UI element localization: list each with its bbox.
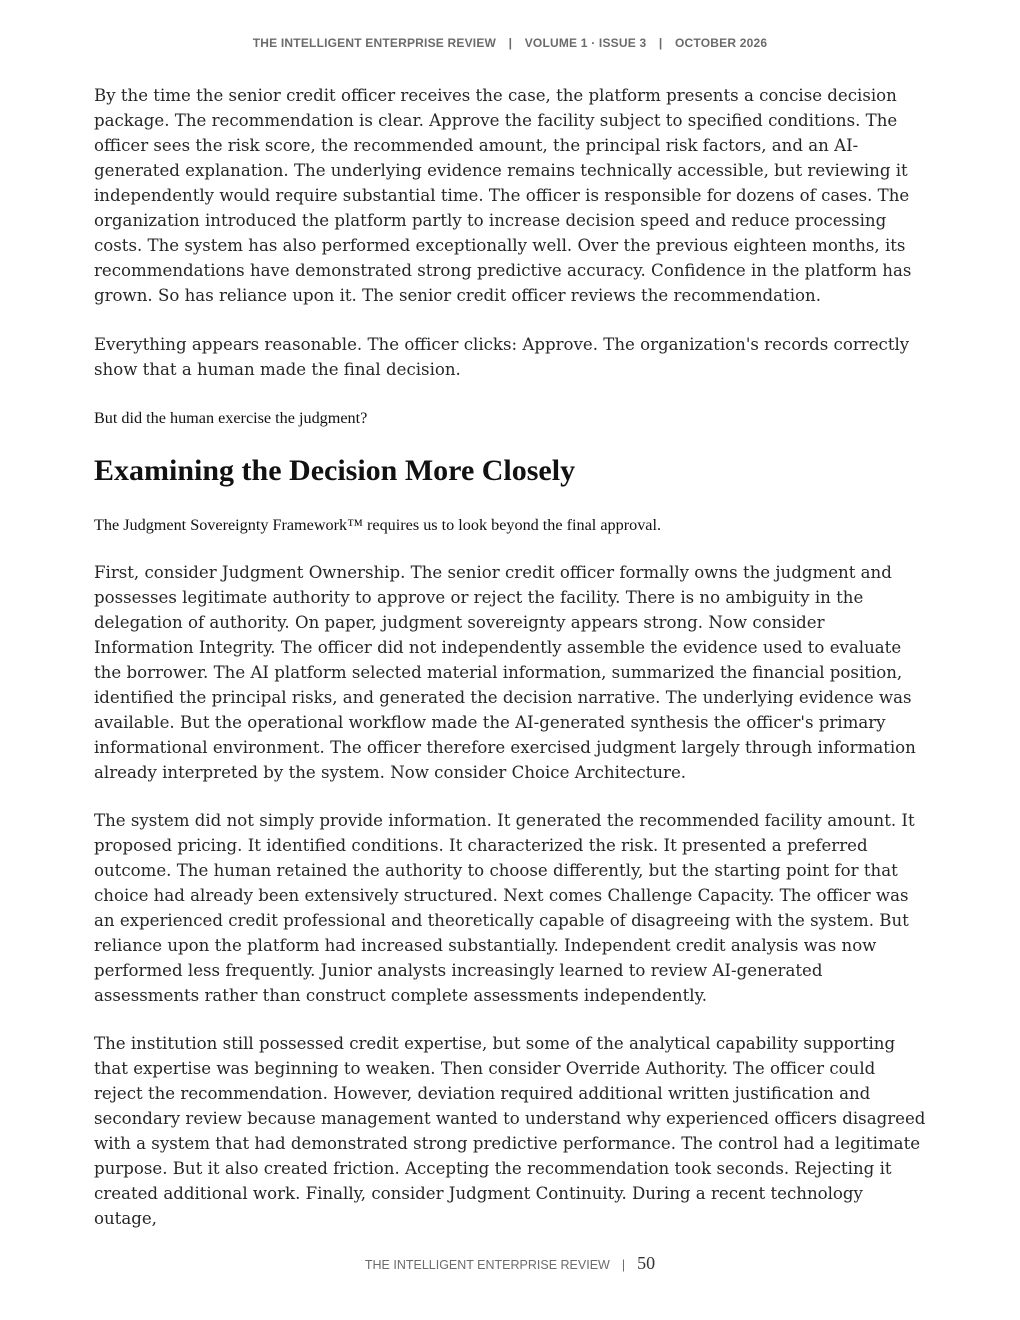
header-date: OCTOBER 2026 [675, 36, 768, 50]
footer-publication: THE INTELLIGENT ENTERPRISE REVIEW [364, 1258, 610, 1272]
header-separator: | [658, 36, 663, 50]
header-publication: THE INTELLIGENT ENTERPRISE REVIEW [252, 36, 497, 50]
body-paragraph: The system did not simply provide information. It generated the recommended facility amount. It proposed pricing. It identified conditions. It characterized the risk. It presented a preferred outcome. The human retained the authority to choose differently, but the starting point for that choice had already been extensively structured. Next comes Challenge Capacity. The officer was an experienced credit professional and theoretically capable of disagreeing with the system. But reliance upon the platform had increased substantially. Independent credit analysis was now performed less frequently. Junior analysts increasingly learned to review AI-generated assessments rather than construct complete assessments independently. [94, 811, 915, 1005]
running-header [0, 36, 1020, 50]
body-paragraph: By the time the senior credit officer receives the case, the platform presents a concise decision package. The recommendation is clear. Approve the facility subject to specified conditions. The officer sees the risk score, the recommended amount, the principal risk factors, and an AI-generated explanation. The underlying evidence remains technically accessible, but reviewing it independently would require substantial time. The officer is responsible for dozens of cases. The organization introduced the platform partly to increase decision speed and reduce processing costs. The system has also performed exceptionally well. Over the previous eighteen months, its recommendations have demonstrated strong predictive accuracy. Confidence in the platform has grown. So has reliance upon it. The senior credit officer reviews the recommendation. [94, 86, 912, 305]
running-footer [0, 1253, 1020, 1274]
body-paragraph: First, consider Judgment Ownership. The senior credit officer formally owns the judgment and possesses legitimate authority to approve or reject the facility. There is no ambiguity in the delegation of authority. On paper, judgment sovereignty appears strong. Now consider Information Integrity. The officer did not independently assemble the evidence used to evaluate the borrower. The AI platform selected material information, summarized the financial position, identified the principal risks, and generated the decision narrative. The underlying evidence was available. But the operational workflow made the AI-generated synthesis the officer's primary informational environment. The officer therefore exercised judgment largely through information already interpreted by the system. Now consider Choice Architecture. [94, 563, 916, 782]
section-heading: Examining the Decision More Closely [94, 454, 576, 487]
header-issue: VOLUME 1 · ISSUE 3 [524, 36, 647, 50]
body-paragraph: The institution still possessed credit expertise, but some of the analytical capability supporting that expertise was beginning to weaken. Then consider Override Authority. The officer could reject the recommendation. However, deviation required additional written justification and secondary review because management wanted to understand why experienced officers disagreed with a system that had demonstrated strong predictive performance. The control had a legitimate purpose. But it also created friction. Accepting the recommendation took seconds. Rejecting it created additional work. Finally, consider Judgment Continuity. During a recent technology outage, [94, 1034, 926, 1228]
body-paragraph: Everything appears reasonable. The officer clicks: Approve. The organization's records correctly show that a human made the final decision. [94, 335, 910, 379]
page-number: 50 [637, 1253, 656, 1273]
question-paragraph: But did the human exercise the judgment? [94, 409, 368, 427]
article-body [94, 83, 926, 1231]
footer-separator: | [621, 1258, 626, 1272]
header-separator: | [508, 36, 513, 50]
framework-intro-paragraph: The Judgment Sovereignty Framework™ requires us to look beyond the final approval. [94, 516, 662, 534]
